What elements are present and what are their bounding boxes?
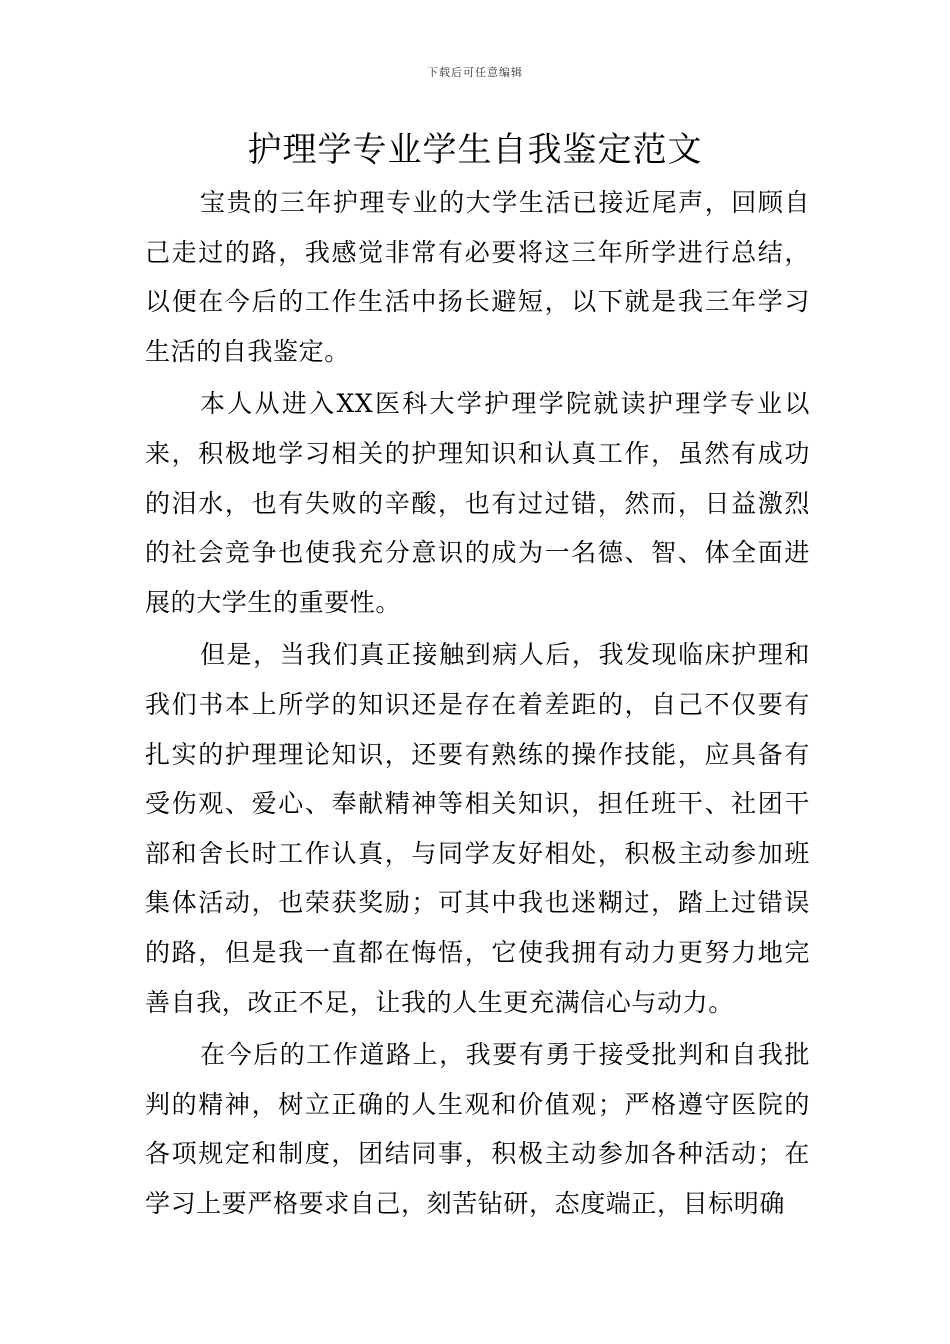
paragraph-4: 在今后的工作道路上，我要有勇于接受批判和自我批判的精神，树立正确的人生观和价值观；严格遵守医院的各项规定和制度，团结同事，积极主动参加各种活动；在学习上要严格要求自己，刻苦钻研，态度端正，目标明确 <box>145 1040 810 1218</box>
paragraph-2: 本人从进入XX医科大学护理学院就读护理学专业以来，积极地学习相关的护理知识和认真工作，虽然有成功的泪水，也有失败的辛酸，也有过过错，然而，日益激烈的社会竞争也使我充分意识的成为一名德、智、体全面进展的大学生的重要性。 <box>145 389 810 617</box>
document-body <box>145 178 810 1231</box>
paragraph-3: 但是，当我们真正接触到病人后，我发现临床护理和我们书本上所学的知识还是存在着差距的，自己不仅要有扎实的护理理论知识，还要有熟练的操作技能，应具备有受伤观、爱心、奉献精神等相关知识，担任班干、社团干部和舍长时工作认真，与同学友好相处，积极主动参加班集体活动，也荣获奖励；可其中我也迷糊过，踏上过错误的路，但是我一直都在悔悟，它使我拥有动力更努力地完善自我，改正不足，让我的人生更充满信心与动力。 <box>145 640 810 1017</box>
header-note: 下载后可任意编辑 <box>427 66 523 79</box>
document-title: 护理学专业学生自我鉴定范文 <box>247 130 703 170</box>
paragraph-1: 宝贵的三年护理专业的大学生活已接近尾声，回顾自己走过的路，我感觉非常有必要将这三年所学进行总结，以便在今后的工作生活中扬长避短，以下就是我三年学习生活的自我鉴定。 <box>145 188 810 366</box>
